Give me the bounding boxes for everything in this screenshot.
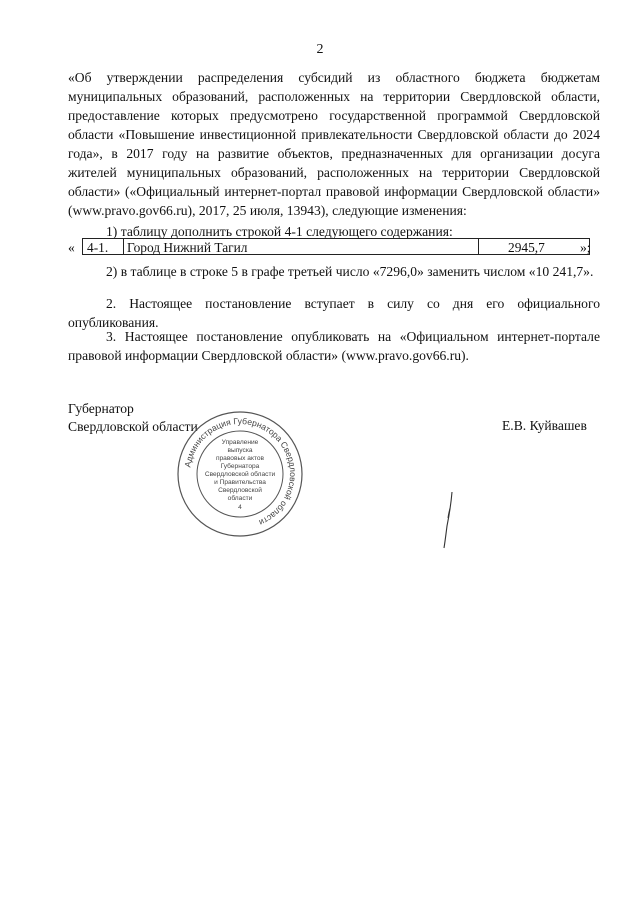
signatory-name: Е.В. Куйвашев: [502, 418, 587, 433]
row-number-cell: 4-1.: [82, 238, 124, 255]
svg-text:Управление: Управление: [221, 439, 259, 446]
svg-text:выпуска: выпуска: [227, 447, 253, 454]
handwritten-signature: [438, 490, 462, 550]
svg-text:области: области: [227, 495, 253, 502]
svg-text:Свердловской: Свердловской: [218, 487, 262, 494]
inserted-table-row: [68, 238, 600, 258]
svg-text:Свердловской области: Свердловской области: [204, 471, 276, 478]
svg-text:правовых актов: правовых актов: [215, 455, 265, 462]
page-number: 2: [316, 42, 324, 57]
table-row-box: [82, 238, 640, 256]
close-quote: »;: [580, 240, 591, 255]
svg-text:Администрация Губернатора Свер: Администрация Губернатора Свердловской области: [182, 415, 299, 528]
position-line-1: Губернатор: [68, 401, 134, 416]
item-2-text: 2) в таблице в строке 5 в графе третьей число «7296,0» заменить числом «10 241,7».: [106, 264, 594, 279]
point-3-text: 3. Настоящее постановление опубликовать на «Официальном интернет-портале правовой информации Свердловской области» (www.pravo.gov66.ru).: [68, 329, 600, 363]
official-seal-stamp: [175, 410, 305, 538]
position-line-2: Свердловской области: [68, 419, 198, 434]
item-1-text: 1) таблицу дополнить строкой 4-1 следующего содержания:: [106, 224, 453, 239]
municipality-name-cell: Город Нижний Тагил: [123, 238, 479, 255]
svg-text:Губернатора: Губернатора: [220, 463, 260, 470]
svg-text:и Правительства: и Правительства: [214, 479, 266, 486]
point-2-text: 2. Настоящее постановление вступает в силу со дня его официального опубликования.: [68, 296, 600, 330]
svg-text:4: 4: [238, 504, 242, 511]
intro-paragraph: «Об утверждении распределения субсидий из областного бюджета бюджетам муниципальных образований, расположенных на территории Свердловской области, предоставление которых предусмотрено государственной программой Свердловской области «Повышение инвестиционной привлекательности Свердловской области до 2024 года», в 2017 году на развитие объектов, предназначенных для организации досуга жителей муниципальных образований, расположенных на территории Свердловской области» («Официальный интернет-портал правовой информации Свердловской области» (www.pravo.gov66.ru), 2017, 25 июля, 13943), следующие изменения:: [68, 70, 600, 218]
open-quote: «: [68, 240, 75, 255]
subsidy-value-cell: 2945,7: [478, 238, 590, 255]
